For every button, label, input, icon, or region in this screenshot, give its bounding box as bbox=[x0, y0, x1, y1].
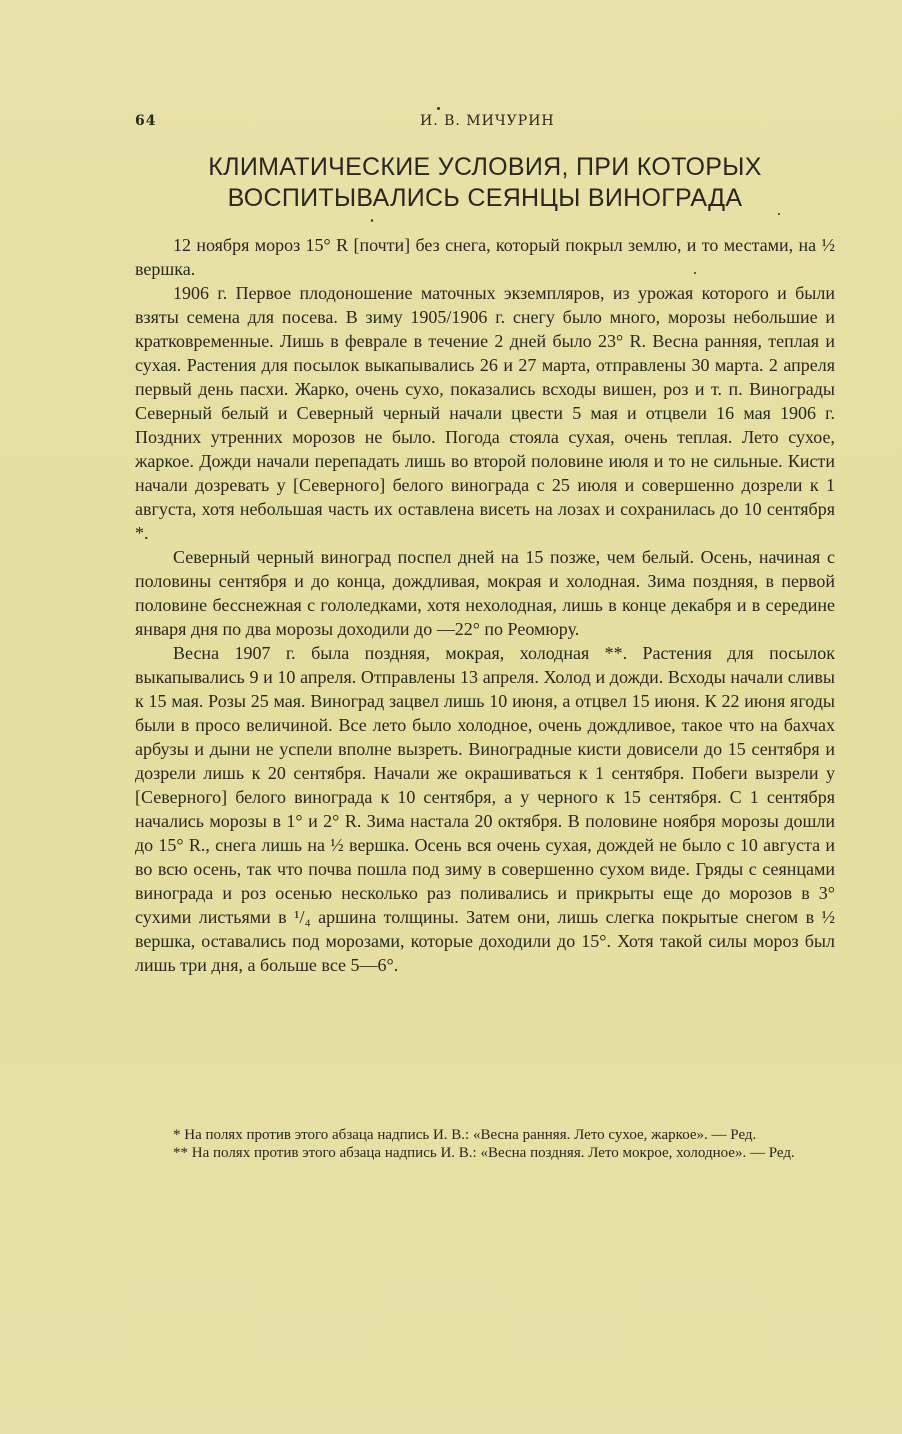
print-speck bbox=[437, 107, 440, 110]
print-speck bbox=[371, 219, 373, 222]
footnote-2: ** На полях против этого абзаца надпись И. В.: «Весна поздняя. Лето мокрое, холодное». — Ред. bbox=[173, 1145, 795, 1161]
article-title bbox=[135, 152, 835, 214]
running-title: И. В. МИЧУРИН bbox=[420, 113, 555, 129]
footnotes bbox=[135, 1126, 835, 1162]
title-line-1: КЛИМАТИЧЕСКИЕ УСЛОВИЯ, ПРИ КОТОРЫХ bbox=[208, 153, 762, 181]
running-head bbox=[135, 113, 835, 135]
paragraph-3: Северный черный виноград поспел дней на 15 позже, чем белый. Осень, начиная с половины сентября и до конца, дождливая, мокрая и холодная. Зима поздняя, в первой половине бесснежная с гололедками, хотя нехолодная, лишь в конце декабря и в середине января дня по два морозы доходили до —22° по Реомюру. bbox=[135, 547, 835, 639]
page-number: 64 bbox=[135, 113, 157, 129]
paragraph-4: Весна 1907 г. была поздняя, мокрая, холодная **. Растения для посылок выкапывались 9 и 10 апреля. Отправлены 13 апреля. Холод и дожди. Всходы начали сливы к 15 мая. Розы 25 мая. Виноград зацвел лишь 10 июня, а отцвел 15 июня. К 22 июня ягоды были в просо величиной. Все лето было холодное, очень дождливое, такое что на бахчах арбузы и дыни не успели вполне вызреть. Виноградные кисти довисели до 15 сентября и дозрели лишь к 20 сентября. Начали же окрашиваться к 1 сентября. Побеги вызрели у [Северного] белого винограда к 10 сентября, а у черного к 15 сентября. С 1 сентября начались морозы в 1° и 2° R. Зима настала 20 октября. В половине ноября морозы дошли до 15° R., снега лишь на ½ вершка. Осень вся очень сухая, дождей не было с 10 августа и во всю осень, так что почва пошла под зиму в совершенно сухом виде. Гряды с сеянцами винограда и роз осенью несколько раз поливались и прикрыты еще до морозов в 3° сухими листьями в ¹/₄ аршина толщины. Затем они, лишь слегка покрытые снегом в ½ вершка, оставались под морозами, которые доходили до 15°. Хотя такой силы мороз был лишь три дня, а больше все 5—6°. bbox=[135, 643, 835, 975]
body-text bbox=[135, 233, 835, 977]
title-line-2: ВОСПИТЫВАЛИСЬ СЕЯНЦЫ ВИНОГРАДА bbox=[227, 184, 743, 212]
print-speck bbox=[778, 213, 780, 215]
paragraph-1: 12 ноября мороз 15° R [почти] без снега, который покрыл землю, и то местами, на ½ вершка. bbox=[135, 235, 835, 279]
paragraph-2: 1906 г. Первое плодоношение маточных экземпляров, из урожая которого и были взяты семена для посева. В зиму 1905/1906 г. снегу было много, морозы небольшие и кратковременные. Лишь в феврале в течение 2 дней было 23° R. Весна ранняя, теплая и сухая. Растения для посылок выкапывались 26 и 27 марта, отправлены 30 марта. 2 апреля первый день пасхи. Жарко, очень сухо, показались всходы вишен, роз и т. п. Винограды Северный белый и Северный черный начали цвести 5 мая и отцвели 16 мая 1906 г. Поздних утренних морозов не было. Погода стояла сухая, очень теплая. Лето сухое, жаркое. Дожди начали перепадать лишь во второй половине июля и то не сильные. Кисти начали дозревать у [Северного] белого винограда с 25 июля и совершенно дозрели к 1 августа, хотя небольшая часть их оставлена висеть на лозах и сохранилась до 10 сентября *. bbox=[135, 283, 835, 543]
print-speck bbox=[694, 272, 696, 274]
footnote-1: * На полях против этого абзаца надпись И. В.: «Весна ранняя. Лето сухое, жаркое». — Ред. bbox=[173, 1127, 757, 1143]
